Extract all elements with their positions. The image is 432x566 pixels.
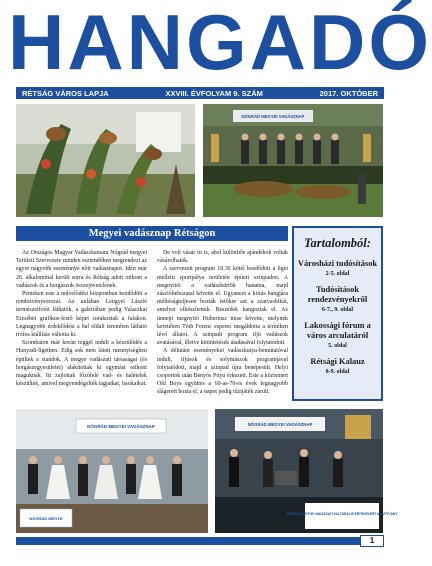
photo-trophy-display (16, 104, 195, 217)
stage-banner-text: NÓGRÁD MEGYEI VADÁSZNAP (241, 114, 305, 119)
contents-item[interactable] (294, 259, 381, 278)
dancers-banner-text: NÓGRÁD MEGYEI VADÁSZNAP (87, 424, 155, 429)
article-column-1 (16, 249, 147, 388)
issue-date: 2017. OKTÓBER (319, 88, 378, 98)
contents-item[interactable] (294, 357, 381, 376)
newspaper-title: HANGADÓ (8, 0, 432, 86)
dancers-sign-text: NÓGRÁD MEGYE (29, 516, 63, 521)
contents-item-title: Lakossági fórum a város arculatáról (304, 321, 371, 340)
contents-item-pages: 5. oldal (328, 343, 347, 349)
band-banner-text: NÓGRÁD MEGYEI VADÁSZNAP (247, 422, 313, 427)
contents-title: Tartalomból: (304, 236, 371, 250)
band-sign-text: NÓGRÁD MEGYEI VADÁSZATI KULTURÁLIS ÉRTÉKEKÉRT ALAPÍTVÁNY (286, 512, 398, 516)
contents-item-pages: 8-9. oldal (325, 369, 350, 375)
table-of-contents (292, 226, 383, 401)
contents-item-pages: 2-5. oldal (325, 271, 350, 277)
article-paragraph: Szombaton már korán reggel indult a készülődés a Hunyadi-ligetben. Edig sok nem látott mennyiségben épültek a standok. A megye vadászati társaságai (és horgászegyesületei) alakítottak ki egymást otthont maguknak. Itt zajlottak főzőfelé vad- és halételek készültek, amivel megvendégelték tagjaikat, barátaikat. (16, 340, 147, 388)
article-paragraph: De volt vásár itt is, ahol különféle ajándékok voltak vásárolhatók. (157, 250, 288, 265)
contents-item[interactable] (294, 321, 381, 350)
photo-band-concert (215, 409, 398, 533)
contents-item[interactable] (294, 285, 381, 314)
masthead-info-bar (16, 87, 384, 99)
page-number: 1 (360, 535, 384, 547)
masthead (0, 0, 432, 106)
article-column-2 (157, 249, 288, 397)
contents-item-title: Városházi tudósítások (297, 259, 378, 268)
photo-folk-dancers (16, 409, 208, 533)
contents-item-title: Tudósítások rendezvényekről (307, 285, 368, 304)
article-paragraph: A szervezett program 10.30 kötél kezdődött a liget melletti sportpálya területén épített színpadon. A megnyitót a vadászkürtök hanama, majd zászlóbehozatal követte el. Ugyanezt a kiírás hangjára méltóságteljesen hozták tetőkre azt a szarvasbikát, amelyet elkészítettek. Beszédek hangoztak el. Az ünnepi megnyitó Hubertusz mise követte, melynek keretében Tóth Ferenc esperes megáldotta a terítéken lévő állatot. A szinpadi program ifjú vadászok avatásával, illetve kitüntetések átadásával folytatódott. (157, 266, 288, 347)
photo-stage-ceremony (203, 104, 383, 217)
contents-item-title: Rétsági Kalauz (310, 357, 365, 366)
article-paragraph: Az Országos Magyar Vadászkamara Nógrád megyei Területi Szervezete minden esztendőben megrendezi az egyre nagyobb eseménnyé nőtt vadásznapot. Idén már 26. alkalommal került sorra és Rétság adott otthont a vadászok és a horgászok összejövetelének. (16, 250, 147, 289)
article-paragraph: A délutáni eseményeket vadászkutya-bemutatóval indult, ifjúsok és solymászok programjával folytatódott, majd a színpad újra benépesült. Helyi csoportok után Benyós Pityu érkezett. Este a közismert Old Boys együttes a 60-as-70-es évek legnagyobb slágereit hozta el, a napot pedig tűzijáték zárult. (157, 348, 288, 396)
publication-subtitle: RÉTSÁG VÁROS LAPJA (22, 88, 109, 98)
contents-item-pages: 6-7., 9. oldal (321, 307, 354, 313)
volume-issue: XXVIII. ÉVFOLYAM 9. SZÁM (165, 88, 263, 98)
footer-bar (16, 537, 384, 545)
article-headline: Megyei vadásznap Rétságon (16, 226, 288, 241)
article-paragraph: Pénteken este a művelődési központban kezdődött a rendezvénysorozat. Az aulában Lengyel László természetfotói láthatók, a galériában pedig Valaczkai Erzsébet grafikus-festő képei sorakoztak a falakon. Legnagyobb érdeklődést a bal oldali teremben látható trófea kiállítás váltotta ki. (16, 291, 147, 339)
